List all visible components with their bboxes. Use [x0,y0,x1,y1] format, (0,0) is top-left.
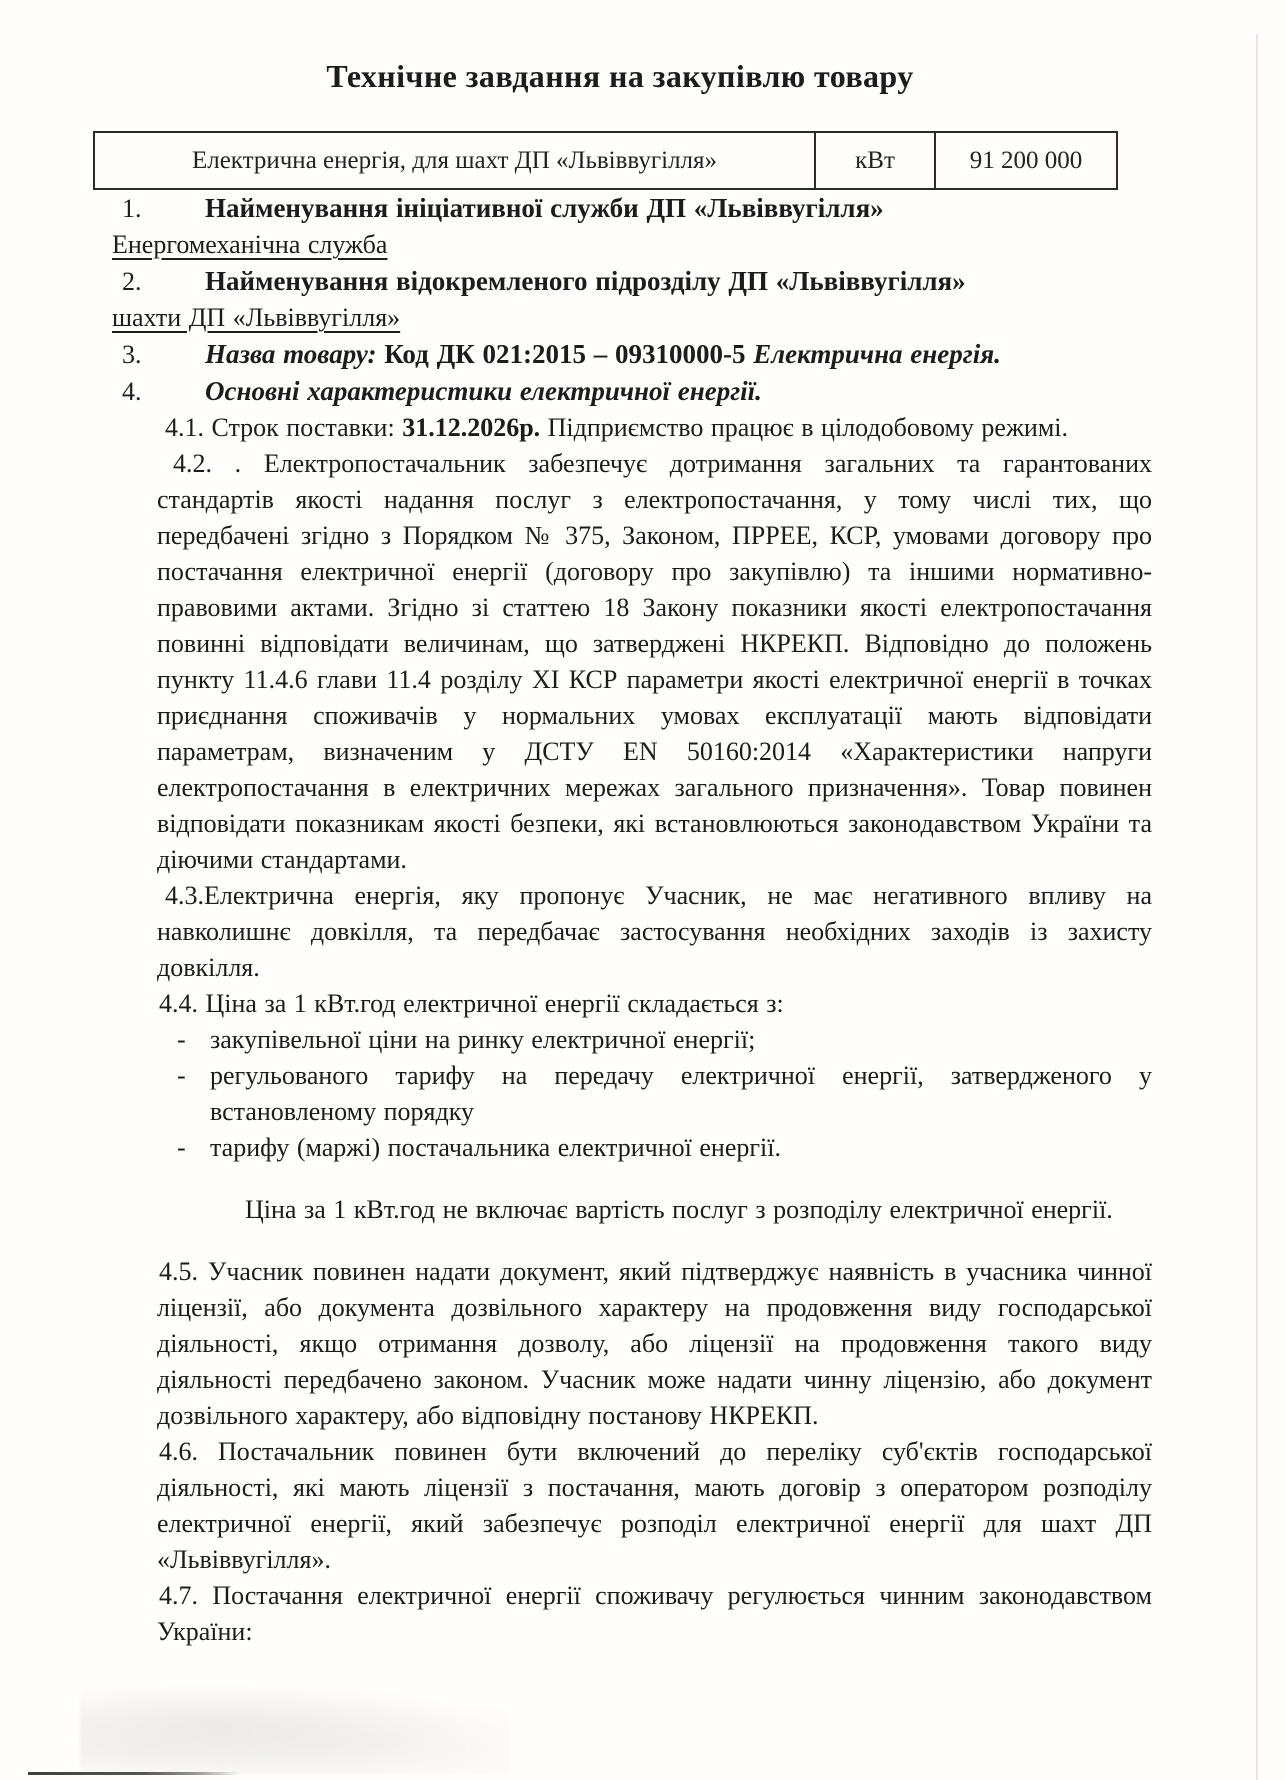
item-3-number: 3. [122,340,142,369]
item-2-number: 2. [122,267,142,296]
item-1-number: 1. [122,194,142,223]
dash-marker: - [177,1133,186,1162]
clause-4-6: 4.6. Постачальник повинен бути включений до переліку суб'єктів господарської діяльності, які мають ліцензії з постачання, мають договір з оператором розподілу електричної енергії, який забезпечує розподіл електричної енергії для шахт ДП «Львіввугілля». [157,1437,1152,1574]
item-3-row [122,336,1152,373]
item-3-code: Код ДК 021:2015 – 09310000-5 [384,339,746,369]
clause-4-4-intro: 4.4. Ціна за 1 кВт.год електричної енергії складається з: [159,989,784,1018]
clause-4-4-note: Ціна за 1 кВт.год не включає вартість послуг з розподілу електричної енергії. [245,1195,1113,1224]
quantity-cell: 91 200 000 [935,132,1117,189]
clause-4-2: 4.2. . Електропостачальник забезпечує дотримання загальних та гарантованих стандартів якості надання послуг з електропостачання, у тому числі тих, що передбачені згідно з Порядком № 375, Законом, ПРРЕЕ, КСР, умовами договору про постачання електричної енергії (договору про закупівлю) та іншими нормативно-правовими актами. Згідно зі статтею 18 Закону показники якості електропостачання повинні відповідати величинам, що затверджені НКРЕКП. Відповідно до положень пункту 11.4.6 глави 11.4 розділу XI КСР параметри якості електричної енергії в точках приєднання споживачів у нормальних умовах експлуатації мають відповідати параметрам, визначеним у ДСТУ EN 50160:2014 «Характеристики напруги електропостачання в електричних мережах загального призначення». Товар повинен відповідати показникам якості безпеки, які встановлюються законодавством України та діючими стандартами. [157,449,1152,874]
scan-smudge-artifact [80,1688,510,1774]
price-component-item: - закупівельної ціни на ринку електричної енергії; [210,1022,1152,1058]
item-1-heading: Найменування ініціативної служби ДП «Львіввугілля» [205,193,884,223]
procurement-summary-table [93,131,1118,190]
item-3-product: Електрична енергія. [753,339,1001,369]
dash-marker: - [177,1061,186,1090]
clause-4-3: 4.3.Електрична енергія, яку пропонує Учасник, не має негативного впливу на навколишнє довкілля, та передбачає застосування необхідних заходів із захисту довкілля. [157,881,1152,982]
item-name-cell: Електрична енергія, для шахт ДП «Львіввугілля» [94,132,815,189]
item-2-heading-row [122,263,1152,300]
delivery-date: 31.12.2026р. [402,413,541,442]
dash-marker: - [177,1025,186,1054]
unit-cell: кВт [815,132,935,189]
document-body [112,190,1152,1650]
item-4-number: 4. [122,377,142,406]
document-title: Технічне завдання на закупівлю товару [326,58,914,94]
item-2-heading: Найменування відокремленого підрозділу ДП «Львіввугілля» [205,266,966,296]
price-component-item: - тарифу (маржі) постачальника електричної енергії. [210,1130,1152,1166]
item-3-label: Назва товару: [205,339,377,369]
item-1-heading-row [122,190,1152,227]
item-1-value: Енергомеханічна служба [112,230,388,259]
clause-4-1: 4.1. Строк поставки: 31.12.2026р. Підприємство працює в цілодобовому режимі. [165,413,1069,442]
table-row [94,132,1117,189]
clause-4-5: 4.5. Учасник повинен надати документ, який підтверджує наявність в учасника чинної ліцензії, або документа дозвільного характеру на продовження виду господарської діяльності, якщо отримання дозволу, або ліцензії на продовження такого виду діяльності передбачено законом. Учасник може надати чинну ліцензію, або документ дозвільного характеру, або відповідну постанову НКРЕКП. [157,1257,1152,1430]
item-4-heading: Основні характеристики електричної енергії. [205,376,762,406]
item-2-value: шахти ДП «Львіввугілля» [112,303,401,332]
scan-right-edge-artifact [1256,34,1258,1780]
item-4-row [122,373,1152,410]
clause-4-7: 4.7. Постачання електричної енергії споживачу регулюється чинним законодавством України: [157,1581,1152,1646]
scan-edge-line-artifact [28,1772,240,1775]
price-component-item: - регульованого тарифу на передачу електричної енергії, затвердженого у встановленому порядку [210,1058,1152,1130]
